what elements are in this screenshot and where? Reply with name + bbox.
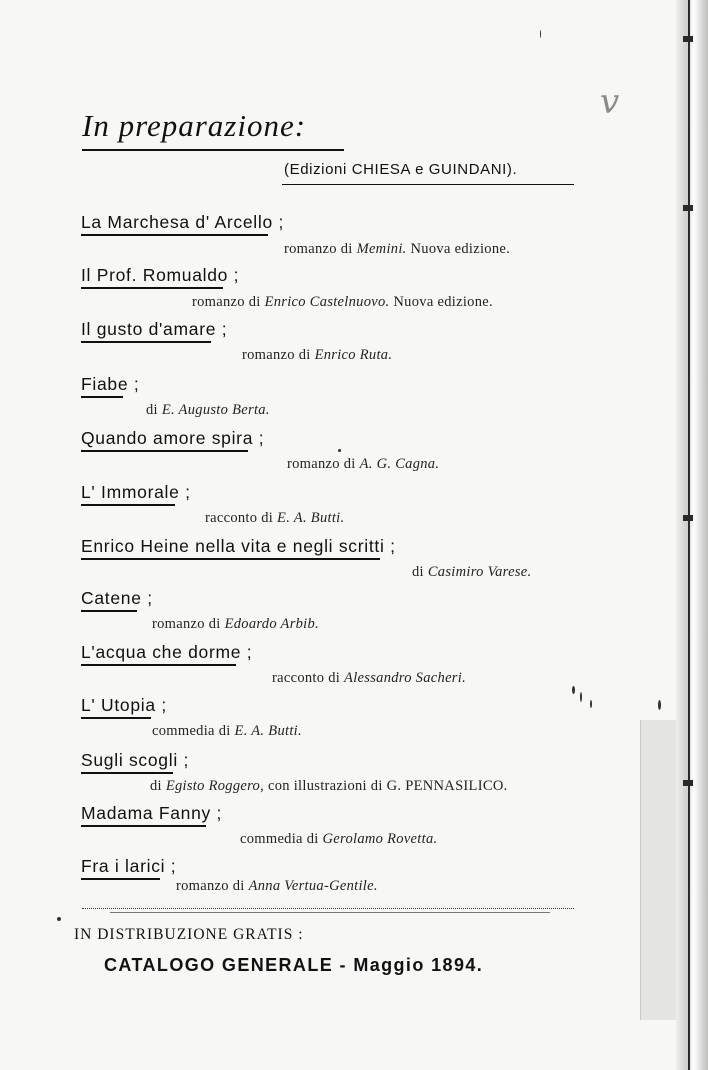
entry-title: L' Immorale ; [81,482,191,503]
entry-title: Quando amore spira ; [81,428,264,449]
ink-speck [580,692,582,702]
entry-subtitle: romanzo di Enrico Ruta. [242,347,393,363]
entry-title: Il gusto d'amare ; [81,319,227,340]
ink-speck [590,700,592,708]
publisher-line: (Edizioni CHIESA e GUINDANI). [284,161,518,178]
entry-title: Fra i larici ; [81,856,176,877]
catalogue-line: CATALOGO GENERALE - Maggio 1894. [104,955,484,975]
binding-notch [683,515,693,521]
binding-notch [683,205,693,211]
binding-spine [676,0,708,1070]
binding-notch [683,36,693,42]
entry-title: Catene ; [81,588,153,609]
footer-dotted-rule [82,908,574,909]
entry-subtitle: romanzo di Memini. Nuova edizione. [284,241,511,257]
distribution-note: IN DISTRIBUZIONE GRATIS : [74,926,304,943]
pencil-margin-mark: v [600,82,620,122]
binding-line [688,0,690,1070]
entry-subtitle: racconto di E. A. Butti. [205,510,345,526]
entry-subtitle: commedia di Gerolamo Rovetta. [240,831,438,847]
entry-title: La Marchesa d' Arcello ; [81,212,284,233]
entry-title: Fiabe ; [81,374,139,395]
ink-speck [658,700,661,710]
entry-subtitle: di Casimiro Varese. [412,564,532,580]
entry-subtitle: romanzo di A. G. Cagna. [287,456,440,472]
entry-title: L'acqua che dorme ; [81,642,252,663]
entry-subtitle: commedia di E. A. Butti. [152,723,302,739]
entry-title: Enrico Heine nella vita e negli scritti ; [81,536,396,557]
footer-rule [110,912,550,913]
entry-subtitle: romanzo di Edoardo Arbib. [152,616,319,632]
ink-speck [572,686,575,694]
entry-title: Madama Fanny ; [81,803,222,824]
page-heading: In preparazione: [82,108,307,143]
entry-subtitle: romanzo di Anna Vertua-Gentile. [176,878,378,894]
heading-rule [82,149,344,151]
page-edge-strip [640,720,679,1020]
ink-speck [338,449,341,452]
publisher-rule [282,184,574,185]
binding-notch [683,780,693,786]
entry-title: Sugli scogli ; [81,750,189,771]
entry-subtitle: di E. Augusto Berta. [146,402,270,418]
entry-subtitle: racconto di Alessandro Sacheri. [272,670,467,686]
entry-subtitle: romanzo di Enrico Castelnuovo. Nuova edizione. [192,294,493,310]
entry-subtitle: di Egisto Roggero, con illustrazioni di G. PENNASILICO. [150,778,508,794]
entry-title: L' Utopia ; [81,695,167,716]
ink-speck [540,30,541,38]
ink-speck [57,917,61,921]
entry-title: Il Prof. Romualdo ; [81,265,239,286]
